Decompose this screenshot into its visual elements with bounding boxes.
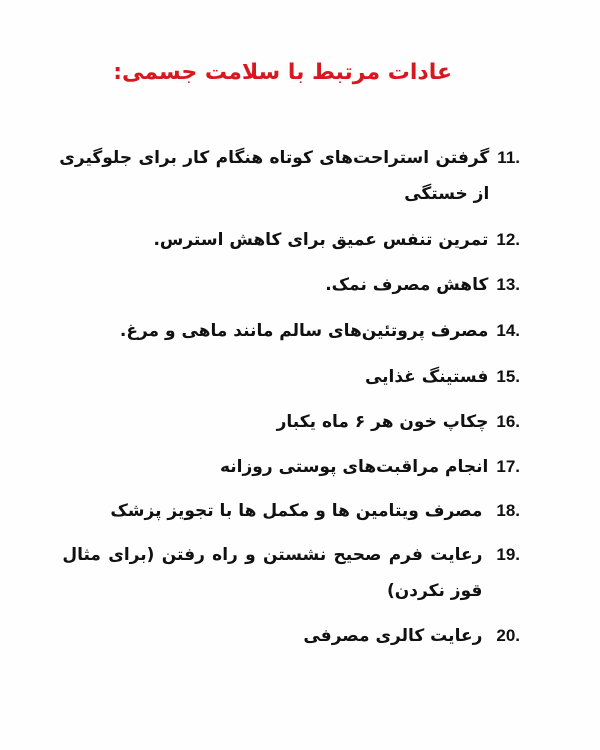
list-item-text: کاهش مصرف نمک. xyxy=(325,275,489,295)
list-item-12 xyxy=(153,222,520,258)
list-item-text: مصرف پروتئین‌های سالم مانند ماهی و مرغ. xyxy=(119,321,489,341)
list-item-text: فستینگ غذایی xyxy=(364,367,489,387)
list-item-text: رعایت فرم صحیح نشستن و راه رفتن (برای مثال قوز نکردن) xyxy=(62,545,483,601)
list-item-text: رعایت کالری مصرفی xyxy=(303,626,483,646)
list-item-number: 18. xyxy=(496,501,520,520)
list-item-13 xyxy=(325,267,520,303)
list-item-11 xyxy=(59,140,520,212)
list-item-14 xyxy=(120,313,520,349)
list-item-16 xyxy=(277,404,520,440)
list-item-20 xyxy=(303,618,520,654)
list-item-text: انجام مراقبت‌های پوستی روزانه xyxy=(219,457,489,477)
page-title: عادات مرتبط با سلامت جسمی: xyxy=(113,60,452,85)
list-item-text: تمرین تنفس عمیق برای کاهش استرس. xyxy=(153,230,489,250)
list-item-number: 16. xyxy=(496,412,520,431)
list-item-19 xyxy=(62,537,520,609)
list-item-number: 19. xyxy=(496,545,520,564)
list-item-number: 17. xyxy=(496,457,520,476)
list-item-number: 15. xyxy=(496,367,520,386)
list-item-17 xyxy=(220,449,520,485)
list-item-text: مصرف ویتامین ها و مکمل ها با تجویز پزشک xyxy=(110,501,483,521)
list-item-text: چکاپ خون هر ۶ ماه یکبار xyxy=(276,412,489,432)
list-item-15 xyxy=(365,359,520,395)
list-item-number: 13. xyxy=(496,275,520,294)
list-item-text: گرفتن استراحت‌های کوتاه هنگام کار برای جلوگیری از خستگی xyxy=(59,148,490,204)
list-item-number: 12. xyxy=(496,230,520,249)
list-item-number: 14. xyxy=(496,321,520,340)
list-item-18 xyxy=(110,493,520,529)
list-item-number: 20. xyxy=(496,626,520,645)
list-item-number: 11. xyxy=(497,148,520,167)
